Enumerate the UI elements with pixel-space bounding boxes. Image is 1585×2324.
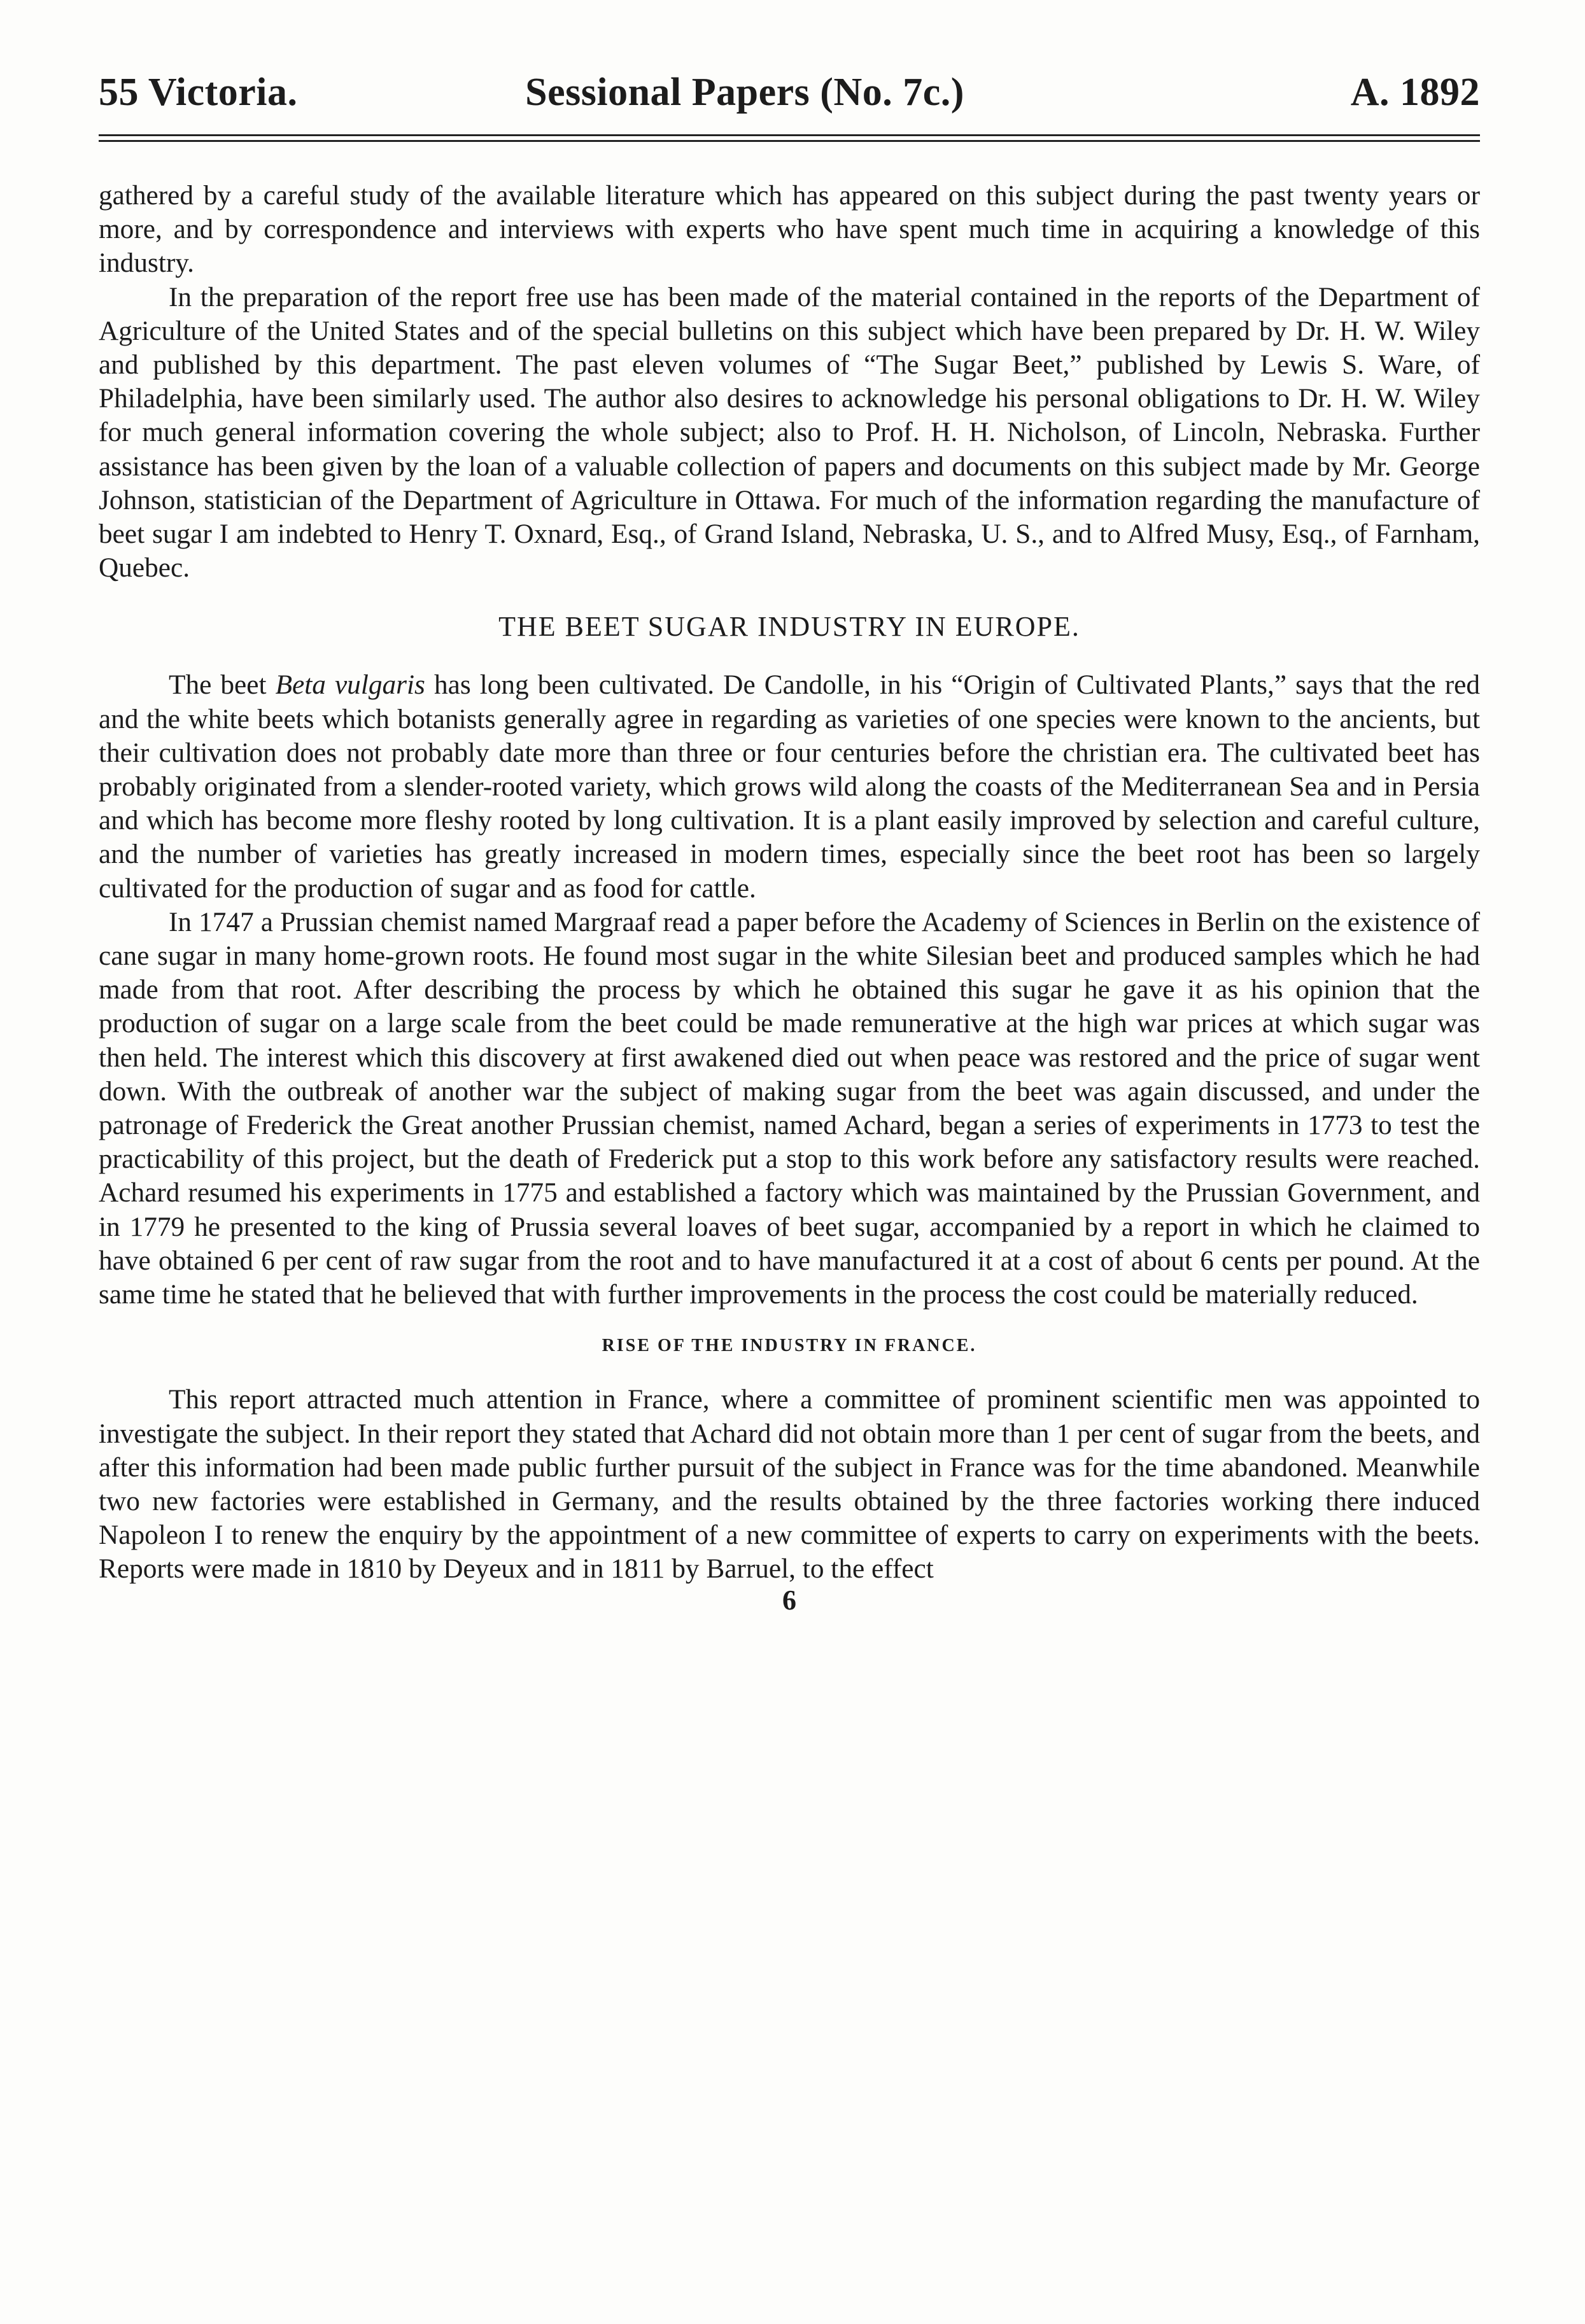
paragraph-text: has long been cultivated. De Candolle, in his “Origin of Cultivated Plants,” says that the red and the white beets which botanists generally agree in regarding as varieties of one species were known to the ancients, but their cultivation does not probably date more than three or four centuries before the christian era. The cultivated beet has probably originated from a slender-rooted variety, which grows wild along the coasts of the Mediterranean Sea and in Persia and which has become more fleshy rooted by long cultivation. It is a plant easily improved by selection and careful culture, and the number of varieties has greatly increased in modern times, especially since the beet root has been so largely cultivated for the production of sugar and as food for cattle.	[99, 669, 1480, 904]
document-page	[99, 70, 1480, 1616]
header-year: A. 1892	[1350, 71, 1480, 114]
paragraph-beet-history	[99, 668, 1480, 905]
header-title: Sessional Papers (No. 7c.)	[525, 71, 964, 114]
header-rule-line	[99, 140, 1480, 142]
running-header	[99, 70, 1480, 115]
paragraph-text: The beet	[169, 669, 276, 701]
subsection-heading-france: RISE OF THE INDUSTRY IN FRANCE.	[602, 1336, 977, 1356]
page-number: 6	[782, 1584, 796, 1616]
header-rule-line	[99, 134, 1480, 136]
header-rule	[99, 134, 1480, 142]
section-heading-europe: THE BEET SUGAR INDUSTRY IN EUROPE.	[498, 611, 1080, 643]
paragraph-continued: gathered by a careful study of the available literature which has appeared on this subject during the past twenty years or more, and by correspondence and interviews with experts who have spent much time in acquiring a knowledge of this industry.	[99, 180, 1480, 279]
paragraph-sources: In the preparation of the report free use has been made of the material contained in the reports of the Department of Agriculture of the United States and of the special bulletins on this subject which have been prepared by Dr. H. W. Wiley and published by this department. The past eleven volumes of “The Sugar Beet,” published by Lewis S. Ware, of Philadelphia, have been similarly used. The author also desires to acknowledge his personal obligations to Dr. H. W. Wiley for much general information covering the whole subject; also to Prof. H. H. Nicholson, of Lincoln, Nebraska. Further assistance has been given by the loan of a valuable collection of papers and documents on this subject made by Mr. George Johnson, statistician of the Department of Agriculture in Ottawa. For much of the information regarding the manufacture of beet sugar I am indebted to Henry T. Oxnard, Esq., of Grand Island, Nebraska, U. S., and to Alfred Musy, Esq., of Farnham, Quebec.	[99, 281, 1480, 584]
paragraph-margraaf: In 1747 a Prussian chemist named Margraaf read a paper before the Academy of Sciences in Berlin on the existence of cane sugar in many home-grown roots. He found most sugar in the white Silesian beet and produced samples which he had made from that root. After describing the process by which he obtained this sugar he gave it as his opinion that the production of sugar on a large scale from the beet could be made remunerative at the high war prices at which sugar was then held. The interest which this discovery at first awakened died out when peace was restored and the price of sugar went down. With the outbreak of another war the subject of making sugar from the beet was again discussed, and under the patronage of Frederick the Great another Prussian chemist, named Achard, began a series of experiments in 1773 to test the practicability of this project, but the death of Frederick put a stop to this work before any satisfactory results were reached. Achard resumed his experiments in 1775 and established a factory which was maintained by the Prussian Government, and in 1779 he presented to the king of Prussia several loaves of beet sugar, accompanied by a report in which he claimed to have obtained 6 per cent of raw sugar from the root and to have manufactured it at a cost of about 6 cents per pound. At the same time he stated that he believed that with further improvements in the process the cost could be materially reduced.	[99, 906, 1480, 1310]
paragraph-france: This report attracted much attention in France, where a committee of prominent scientific men was appointed to investigate the subject. In their report they stated that Achard did not obtain more than 1 per cent of sugar from the beets, and after this information had been made public further pursuit of the subject in France was for the time abandoned. Meanwhile two new factories were established in Germany, and the results obtained by the three factories working there induced Napoleon I to renew the enquiry by the appointment of a new committee of experts to carry on experiments with the beets. Reports were made in 1810 by Deyeux and in 1811 by Barruel, to the effect	[99, 1384, 1480, 1585]
header-volume: 55 Victoria.	[99, 71, 298, 114]
species-name: Beta vulgaris	[275, 669, 425, 701]
